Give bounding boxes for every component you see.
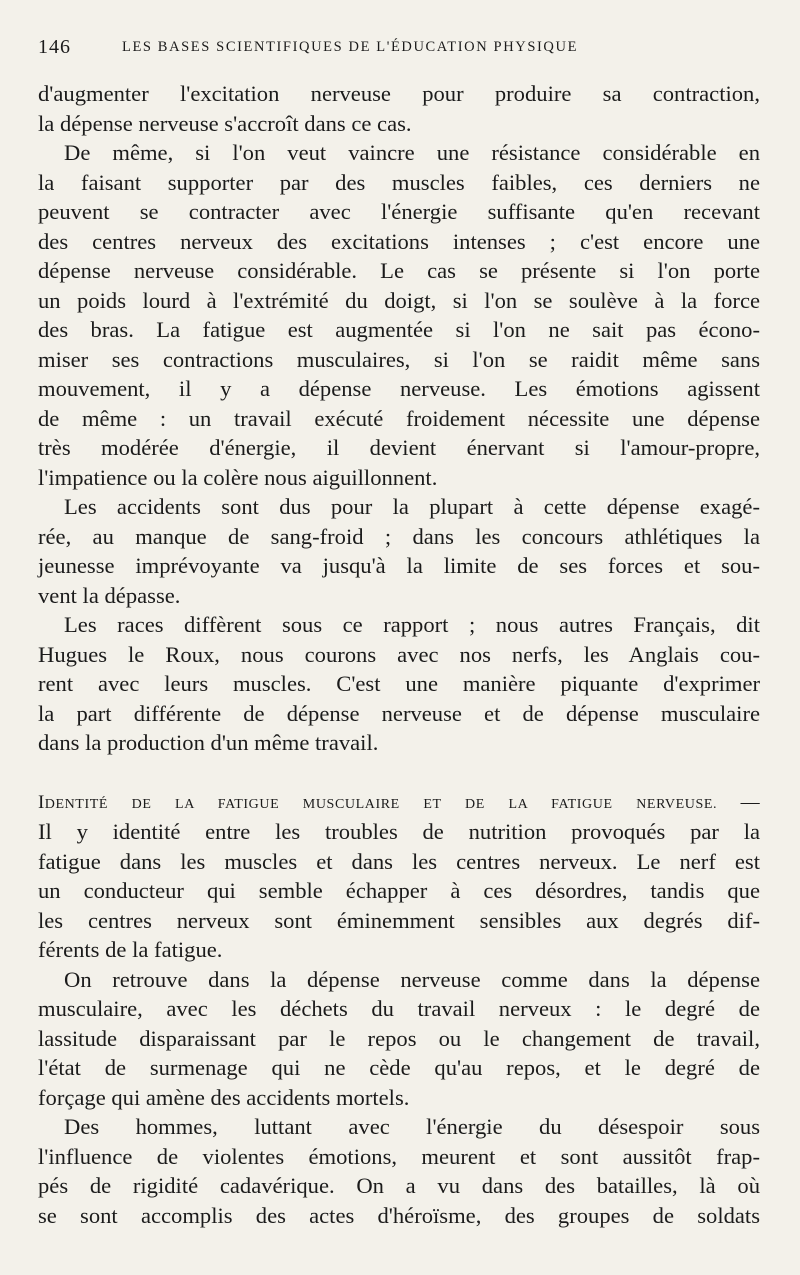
text-line: De même, si l'on veut vaincre une résistance considérable en xyxy=(64,140,760,165)
text-line: mouvement, il y a dépense nerveuse. Les émotions agissent xyxy=(38,376,760,401)
text-line: rée, au manque de sang-froid ; dans les concours athlétiques la xyxy=(38,523,760,549)
paragraph xyxy=(38,817,760,965)
text-line: de même : un travail exécuté froidement nécessite une dépense xyxy=(38,405,760,431)
paragraph xyxy=(38,492,760,610)
text-line: l'impatience ou la colère nous aiguillonnent. xyxy=(38,464,438,490)
text-line: On retrouve dans la dépense nerveuse comme dans la dépense xyxy=(64,966,760,992)
text-line: des bras. La fatigue est augmentée si l'on ne sait pas écono- xyxy=(38,317,760,342)
text-line: la part différente de dépense nerveuse et de dépense musculaire xyxy=(38,700,760,726)
section-heading xyxy=(38,788,760,818)
section-heading-text: IDENTITÉ DE LA FATIGUE MUSCULAIRE ET DE LA FATIGUE NERVEUSE. xyxy=(38,791,718,813)
text-line: un conducteur qui semble échapper à ces désordres, tandis que xyxy=(38,878,760,903)
text-line: d'augmenter l'excitation nerveuse pour produire sa contraction, xyxy=(38,81,760,106)
paragraph xyxy=(38,1112,760,1230)
text-line: miser ses contractions musculaires, si l'on se raidit même sans xyxy=(38,346,760,372)
text-line: l'état de surmenage qui ne cède qu'au repos, et le degré de xyxy=(38,1055,760,1080)
running-head: LES BASES SCIENTIFIQUES DE L'ÉDUCATION PHYSIQUE xyxy=(122,39,579,55)
text-line: férents de la fatigue. xyxy=(38,937,223,962)
text-line: Hugues le Roux, nous courons avec nos nerfs, les Anglais cou- xyxy=(38,641,760,667)
page-number: 146 xyxy=(38,36,71,58)
page-body xyxy=(38,79,760,1230)
text-line: dépense nerveuse considérable. Le cas se présente si l'on porte xyxy=(38,258,760,283)
text-line: Des hommes, luttant avec l'énergie du désespoir sous xyxy=(64,1114,760,1139)
text-line: un poids lourd à l'extrémité du doigt, si l'on se soulève à la force xyxy=(38,287,760,313)
section-heading-dash: — xyxy=(740,791,760,813)
text-line: fatigue dans les muscles et dans les centres nerveux. Le nerf est xyxy=(38,848,760,874)
text-line: la dépense nerveuse s'accroît dans ce cas. xyxy=(38,110,412,136)
text-line: musculaire, avec les déchets du travail nerveux : le degré de xyxy=(38,996,760,1021)
text-line: des centres nerveux des excitations intenses ; c'est encore une xyxy=(38,228,760,254)
text-line: la faisant supporter par des muscles faibles, ces derniers ne xyxy=(38,169,760,195)
paragraph xyxy=(38,610,760,758)
text-line: peuvent se contracter avec l'énergie suffisante qu'en recevant xyxy=(38,199,760,224)
text-line: l'influence de violentes émotions, meurent et sont aussitôt frap- xyxy=(38,1143,760,1169)
text-line: Il y identité entre les troubles de nutrition provoqués par la xyxy=(38,819,760,844)
text-line: forçage qui amène des accidents mortels. xyxy=(38,1084,410,1110)
text-line: Les races diffèrent sous ce rapport ; nous autres Français, dit xyxy=(64,612,760,637)
text-line: Les accidents sont dus pour la plupart à cette dépense exagé- xyxy=(64,494,760,519)
text-line: pés de rigidité cadavérique. On a vu dans des batailles, là où xyxy=(38,1173,760,1198)
text-line: vent la dépasse. xyxy=(38,582,181,608)
section-spacer xyxy=(38,758,760,788)
text-line: les centres nerveux sont éminemment sensibles aux degrés dif- xyxy=(38,907,760,933)
text-line: lassitude disparaissant par le repos ou le changement de travail, xyxy=(38,1025,760,1051)
page-header xyxy=(38,36,760,60)
text-line: se sont accomplis des actes d'héroïsme, des groupes de soldats xyxy=(38,1202,760,1228)
paragraph xyxy=(38,138,760,492)
text-line: jeunesse imprévoyante va jusqu'à la limite de ses forces et sou- xyxy=(38,553,760,578)
text-line: très modérée d'énergie, il devient énervant si l'amour-propre, xyxy=(38,435,760,460)
paragraph xyxy=(38,965,760,1113)
text-line: rent avec leurs muscles. C'est une manière piquante d'exprimer xyxy=(38,671,760,696)
paragraph xyxy=(38,79,760,138)
text-line: dans la production d'un même travail. xyxy=(38,730,379,755)
